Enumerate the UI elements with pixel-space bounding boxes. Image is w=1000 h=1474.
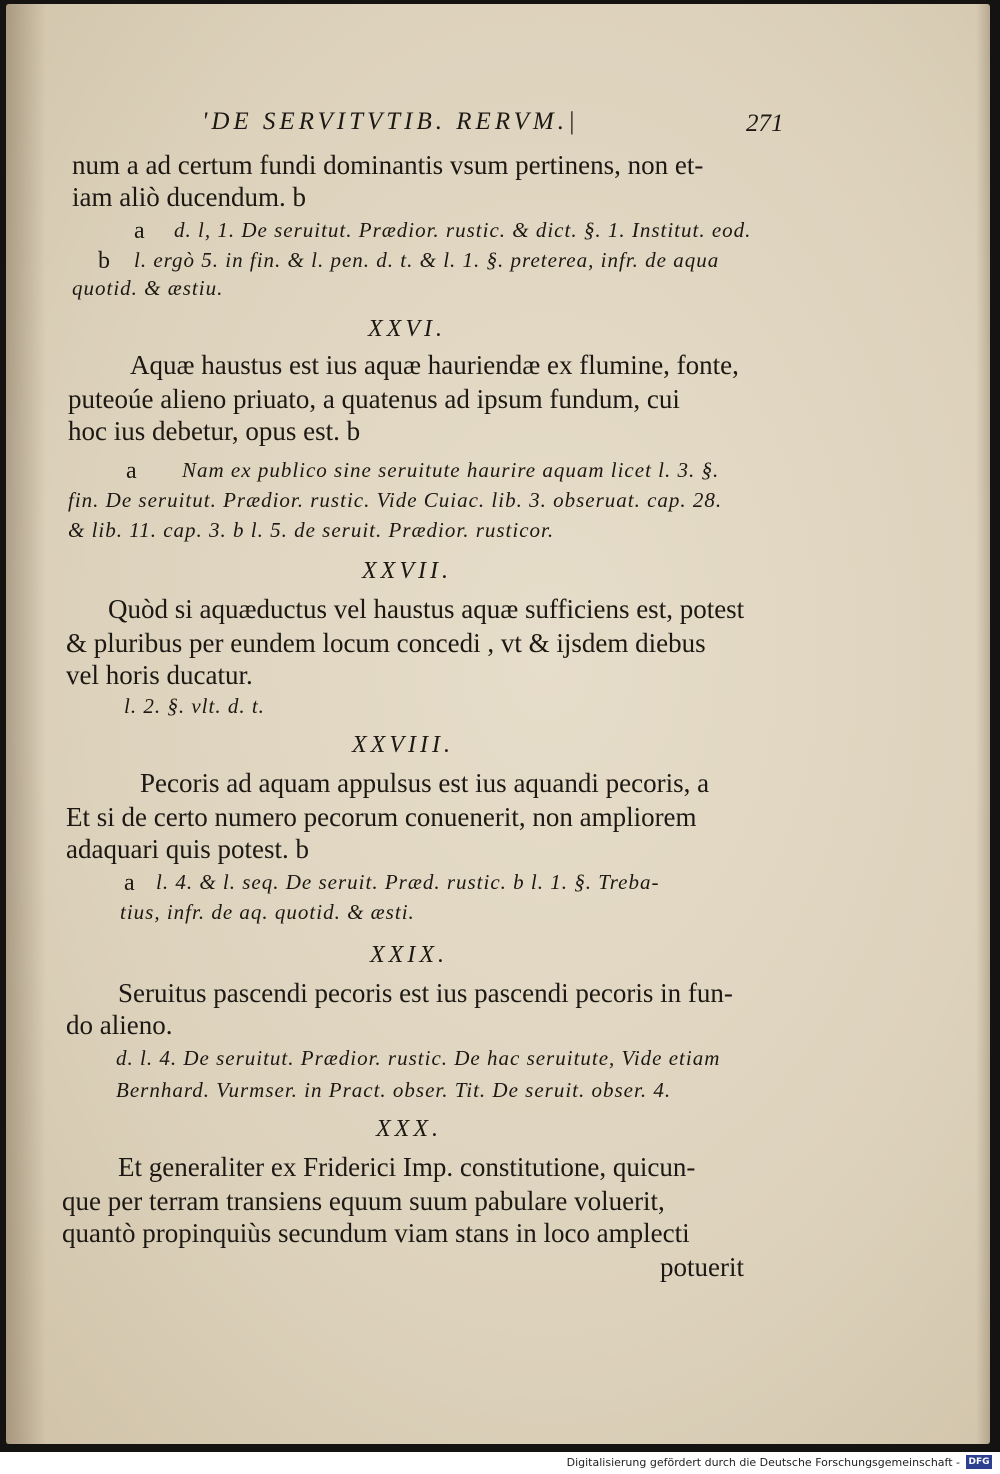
section-heading: XXIX. (370, 942, 448, 968)
text-line: num a ad certum fundi dominantis vsum pertinens, non et- (72, 150, 704, 180)
dfg-logo-icon: DFG (966, 1455, 992, 1469)
text-line: Aquæ haustus est ius aquæ hauriendæ ex flumine, fonte, (130, 350, 739, 380)
text-line: adaquari quis potest. b (66, 834, 309, 864)
footnote-line: d. l, 1. De seruitut. Prædior. rustic. & dict. §. 1. Institut. eod. (174, 218, 752, 242)
text-line: hoc ius debetur, opus est. b (68, 416, 361, 446)
section-heading: XXX. (376, 1116, 442, 1142)
page-number: 271 (746, 110, 784, 137)
footnote-line: tius, infr. de aq. quotid. & æsti. (120, 900, 415, 924)
text-line: & pluribus per eundem locum concedi , vt & ijsdem diebus (66, 628, 706, 658)
text-line: do alieno. (66, 1010, 173, 1040)
note-letter: a (134, 218, 145, 244)
footnote-line: d. l. 4. De seruitut. Prædior. rustic. De hac seruitute, Vide etiam (116, 1046, 721, 1070)
text-line: Pecoris ad aquam appulsus est ius aquandi pecoris, a (140, 768, 710, 798)
running-header: 'DE SERVITVTIB. RERVM.| (202, 108, 579, 135)
book-page (6, 4, 990, 1444)
footnote-line: fin. De seruitut. Prædior. rustic. Vide Cuiac. lib. 3. obseruat. cap. 28. (68, 488, 723, 512)
section-heading: XXVI. (368, 316, 446, 342)
note-letter: b (98, 248, 110, 274)
text-line: Seruitus pascendi pecoris est ius pascendi pecoris in fun- (118, 978, 733, 1008)
text-line: vel horis ducatur. (66, 660, 253, 690)
text-line: que per terram transiens equum suum pabulare voluerit, (62, 1186, 665, 1216)
section-heading: XXVIII. (352, 732, 454, 758)
footnote-line: l. 4. & l. seq. De seruit. Præd. rustic. b l. 1. §. Treba- (156, 870, 660, 894)
note-letter: a (126, 458, 137, 484)
text-line: Quòd si aquæductus vel haustus aquæ sufficiens est, potest (108, 594, 745, 624)
footnote-line: l. 2. §. vlt. d. t. (124, 694, 265, 718)
footnote-line: quotid. & æstiu. (72, 276, 224, 300)
text-line: iam aliò ducendum. b (72, 182, 306, 212)
funding-notice: Digitalisierung gefördert durch die Deutsche Forschungsgemeinschaft - (566, 1456, 960, 1469)
text-line: Et si de certo numero pecorum conuenerit, non ampliorem (66, 802, 697, 832)
footnote-line: & lib. 11. cap. 3. b l. 5. de seruit. Prædior. rusticor. (68, 518, 555, 542)
footer-bar (0, 1452, 1000, 1474)
section-heading: XXVII. (362, 558, 452, 584)
catchword: potuerit (660, 1252, 744, 1282)
text-line: Et generaliter ex Friderici Imp. constitutione, quicun- (118, 1152, 696, 1182)
footnote-line: Bernhard. Vurmser. in Pract. obser. Tit. De seruit. obser. 4. (116, 1078, 672, 1102)
note-letter: a (124, 870, 135, 896)
text-line: puteoúe alieno priuato, a quatenus ad ipsum fundum, cui (68, 384, 680, 414)
footnote-line: l. ergò 5. in fin. & l. pen. d. t. & l. 1. §. preterea, infr. de aqua (134, 248, 720, 272)
footnote-line: Nam ex publico sine seruitute haurire aquam licet l. 3. §. (182, 458, 720, 482)
text-line: quantò propinquiùs secundum viam stans in loco amplecti (62, 1218, 690, 1248)
